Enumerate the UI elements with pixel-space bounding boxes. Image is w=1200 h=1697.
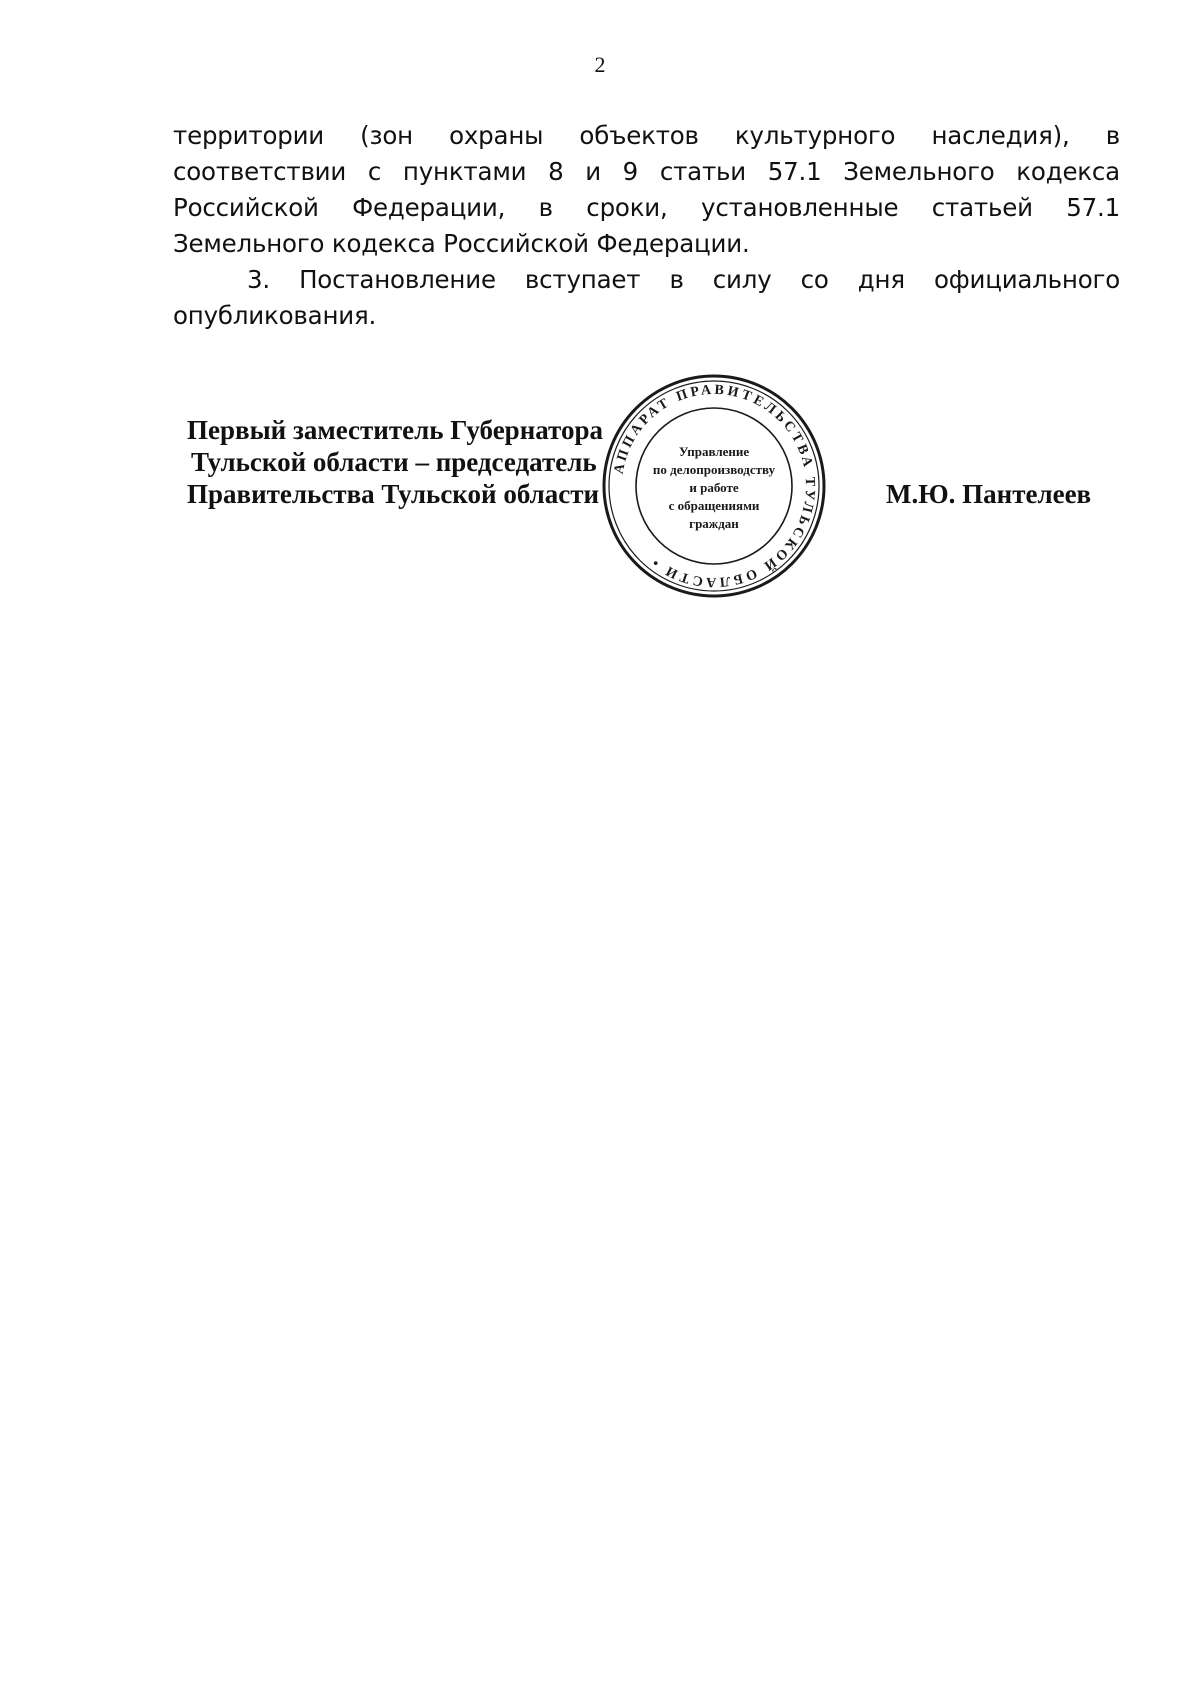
seal-graphic: [600, 374, 828, 598]
position-line-2: Тульской области – председатель: [191, 447, 597, 477]
seal-inner-line: граждан: [689, 516, 739, 531]
paragraph-point-3: 3. Постановление вступает в силу со дня официального опубликования.: [173, 265, 1120, 330]
official-seal-stamp: [600, 374, 828, 598]
position-line-3: Правительства Тульской области: [187, 479, 600, 509]
seal-inner-line: Управление: [678, 444, 750, 459]
position-line-1: Первый заместитель Губернатора: [187, 415, 603, 445]
seal-inner-line: и работе: [689, 480, 739, 495]
page-number: 2: [594, 52, 606, 77]
seal-inner-line: по делопроизводству: [652, 462, 776, 477]
document-body: [173, 118, 1120, 334]
seal-ring-text: АППАРАТ ПРАВИТЕЛЬСТВА ТУЛЬСКОЙ ОБЛАСТИ •: [611, 382, 818, 590]
signatory-position: [187, 414, 603, 510]
seal-inner-line: с обращениями: [668, 498, 760, 513]
signatory-name: М.Ю. Пантелеев: [886, 479, 1092, 509]
paragraph-continuation: территории (зон охраны объектов культурного наследия), в соответствии с пунктами 8 и 9 статьи 57.1 Земельного кодекса Российской Федерации, в сроки, установленные статьей 57.1 Земельного кодекса Российской Федерации.: [173, 121, 1120, 258]
